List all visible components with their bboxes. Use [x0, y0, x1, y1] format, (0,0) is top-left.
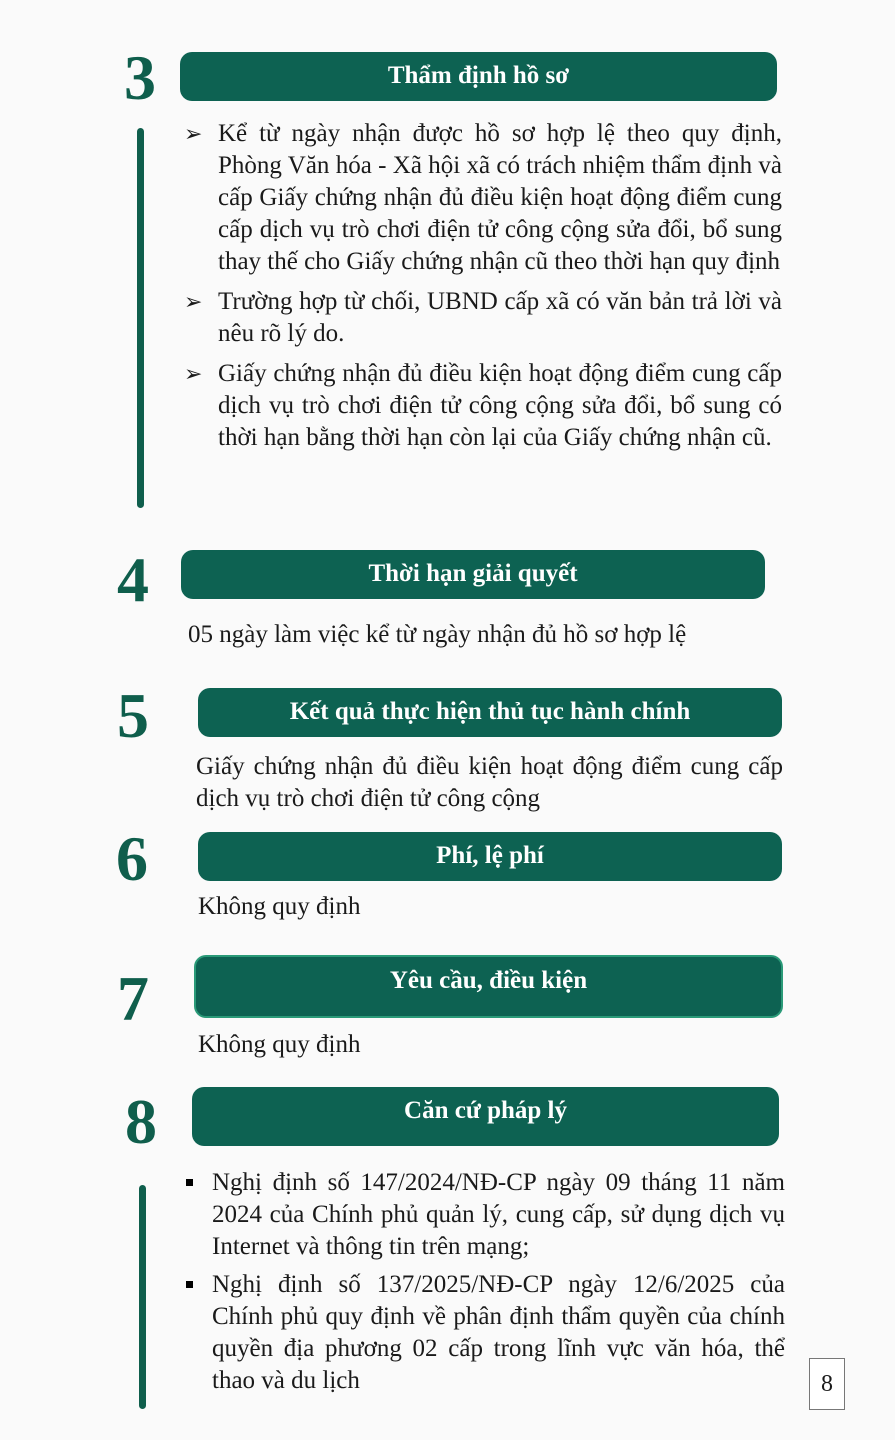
list-item: [212, 1269, 785, 1397]
list-item-text: Trường hợp từ chối, UBND cấp xã có văn bản trả lời và nêu rõ lý do.: [218, 288, 782, 347]
section-heading-3: Thẩm định hồ sơ: [180, 52, 777, 101]
section-number-4: 4: [117, 544, 149, 615]
list-item-text: Kể từ ngày nhận được hồ sơ hợp lệ theo quy định, Phòng Văn hóa - Xã hội xã có trách nhiệm thẩm định và cấp Giấy chứng nhận đủ điều kiện hoạt động điểm cung cấp dịch vụ trò chơi điện tử công cộng sửa đổi, bổ sung thay thế cho Giấy chứng nhận cũ theo thời hạn quy định: [218, 120, 782, 275]
page-number: 8: [809, 1358, 845, 1410]
list-item: [184, 358, 782, 454]
arrow-bullet-icon: ➢: [184, 289, 203, 314]
list-item-text: Nghị định số 147/2024/NĐ-CP ngày 09 tháng 11 năm 2024 của Chính phủ quản lý, cung cấp, sử dụng dịch vụ Internet và thông tin trên mạng;: [212, 1169, 785, 1260]
section-heading-5: Kết quả thực hiện thủ tục hành chính: [198, 688, 782, 737]
section-6-text: Không quy định: [198, 893, 361, 920]
section-number-6: 6: [116, 823, 148, 894]
section-heading-8: Căn cứ pháp lý: [192, 1087, 779, 1146]
section-number-7: 7: [117, 963, 149, 1034]
section-heading-6: Phí, lệ phí: [198, 832, 782, 881]
section-number-5: 5: [117, 680, 149, 751]
section-number-3: 3: [124, 42, 156, 113]
section-heading-7: Yêu cầu, điều kiện: [194, 955, 783, 1018]
list-item: [184, 118, 782, 278]
section-number-8: 8: [125, 1086, 157, 1157]
section-heading-4: Thời hạn giải quyết: [181, 550, 765, 599]
list-item-text: Nghị định số 137/2025/NĐ-CP ngày 12/6/2025 của Chính phủ quy định về phân định thẩm quyền của chính quyền địa phương 02 cấp trong lĩnh vực văn hóa, thể thao và du lịch: [212, 1271, 785, 1394]
list-item: [212, 1167, 785, 1263]
section-5-text: Giấy chứng nhận đủ điều kiện hoạt động điểm cung cấp dịch vụ trò chơi điện tử công cộng: [196, 753, 783, 812]
section-3-list: [184, 118, 782, 462]
section-4-text: 05 ngày làm việc kể từ ngày nhận đủ hồ sơ hợp lệ: [188, 621, 687, 648]
list-item: [184, 286, 782, 350]
section-7-text: Không quy định: [198, 1031, 361, 1058]
list-item-text: Giấy chứng nhận đủ điều kiện hoạt động điểm cung cấp dịch vụ trò chơi điện tử công cộng sửa đổi, bổ sung có thời hạn bằng thời hạn còn lại của Giấy chứng nhận cũ.: [218, 360, 782, 451]
square-bullet-icon: [186, 1179, 193, 1186]
square-bullet-icon: [186, 1281, 193, 1288]
vertical-rule: [139, 1185, 146, 1409]
vertical-rule: [137, 128, 144, 508]
arrow-bullet-icon: ➢: [184, 361, 203, 386]
section-8-list: [212, 1167, 785, 1405]
arrow-bullet-icon: ➢: [184, 121, 203, 146]
